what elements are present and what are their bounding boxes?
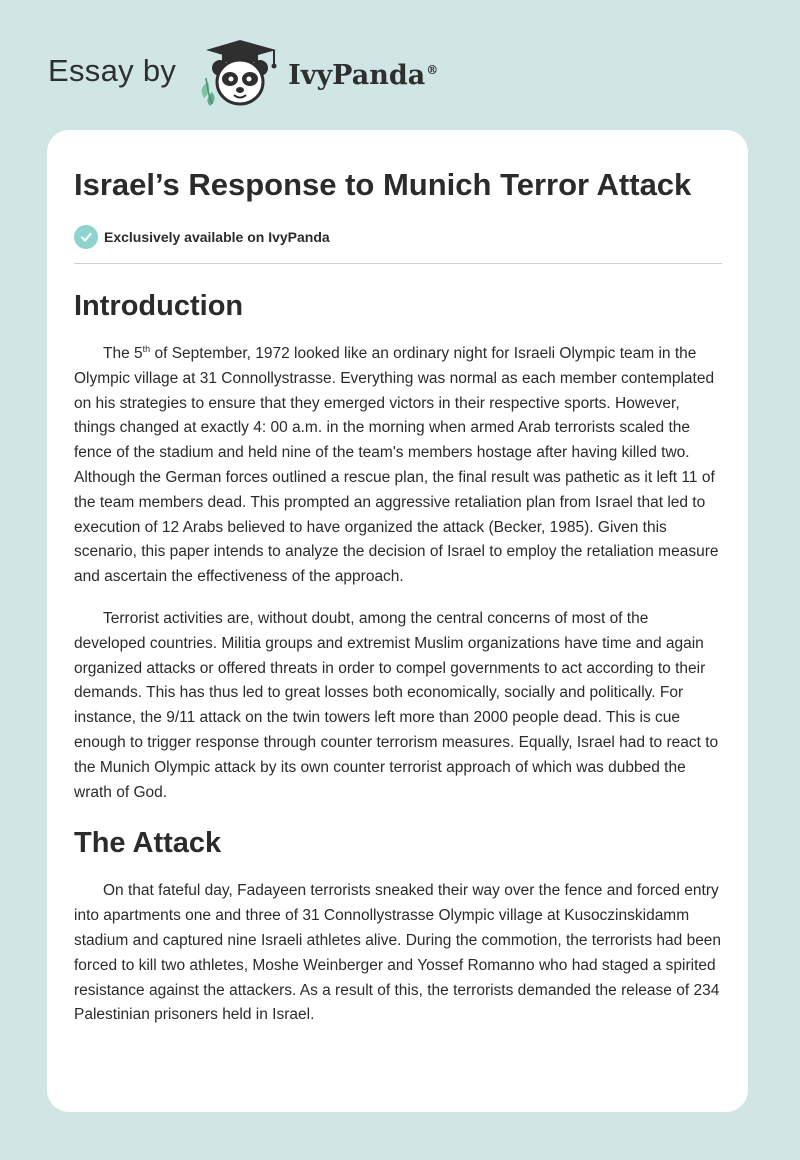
registered-mark: ®	[426, 62, 439, 77]
paragraph: Terrorist activities are, without doubt, among the central concerns of most of the developed countries. Militia groups and extremist Muslim organizations have time and again organized attacks or offered threats in order to compel governments to act according to their demands. This has thus led to great losses both economically, socially and politically. For instance, the 9/11 attack on the twin towers left more than 2000 people dead. This is cue enough to trigger response through counter terrorism measures. Equally, Israel had to react to the Munich Olympic attack by its own counter terrorist approach of which was dubbed the wrath of God.	[74, 609, 719, 801]
section-heading-introduction: Introduction	[74, 290, 244, 322]
page-title: Israel’s Response to Munich Terror Attack	[74, 167, 692, 202]
brand-name[interactable]: IvyPanda®	[288, 59, 439, 91]
title-divider	[74, 263, 722, 264]
essay-by-label: Essay by	[48, 53, 177, 88]
essay-content	[74, 164, 722, 1028]
ordinal-superscript: th	[142, 343, 151, 354]
check-icon	[74, 225, 98, 249]
site-header	[48, 38, 438, 108]
ivypanda-logo-icon[interactable]	[194, 38, 286, 108]
essay-card	[47, 130, 748, 1112]
exclusive-badge	[74, 225, 722, 249]
section-heading-attack: The Attack	[74, 827, 222, 860]
badge-text: Exclusively available on IvyPanda	[104, 229, 330, 245]
paragraph: On that fateful day, Fadayeen terrorists sneaked their way over the fence and forced entry into apartments one and three of 31 Connollystrasse Olympic village at Kusoczinskidamm stadium and captured nine Israeli athletes alive. During the commotion, the terrorists had been forced to kill two athletes, Moshe Weinberger and Yossef Romanno who had staged a spirited resistance against the attackers. As a result of this, the terrorists demanded the release of 234 Palestinian prisoners held in Israel.	[74, 882, 722, 1024]
paragraph: The 5th of September, 1972 looked like an ordinary night for Israeli Olympic team in the Olympic village at 31 Connollystrasse. Everything was normal as each member contemplated on his strategies to ensure that they emerged victors in their respective sports. However, things changed at exactly 4: 00 a.m. in the morning when armed Arab terrorists scaled the fence of the stadium and held nine of the team's members hostage after having killed two. Although the German forces outlined a rescue plan, the final result was pathetic as it left 11 of the team members dead. This prompted an aggressive retaliation plan from Israel that led to execution of 12 Arabs believed to have organized the attack (Becker, 1985). Given this scenario, this paper intends to analyze the decision of Israel to employ the retaliation measure and ascertain the effectiveness of the approach.	[74, 343, 719, 586]
